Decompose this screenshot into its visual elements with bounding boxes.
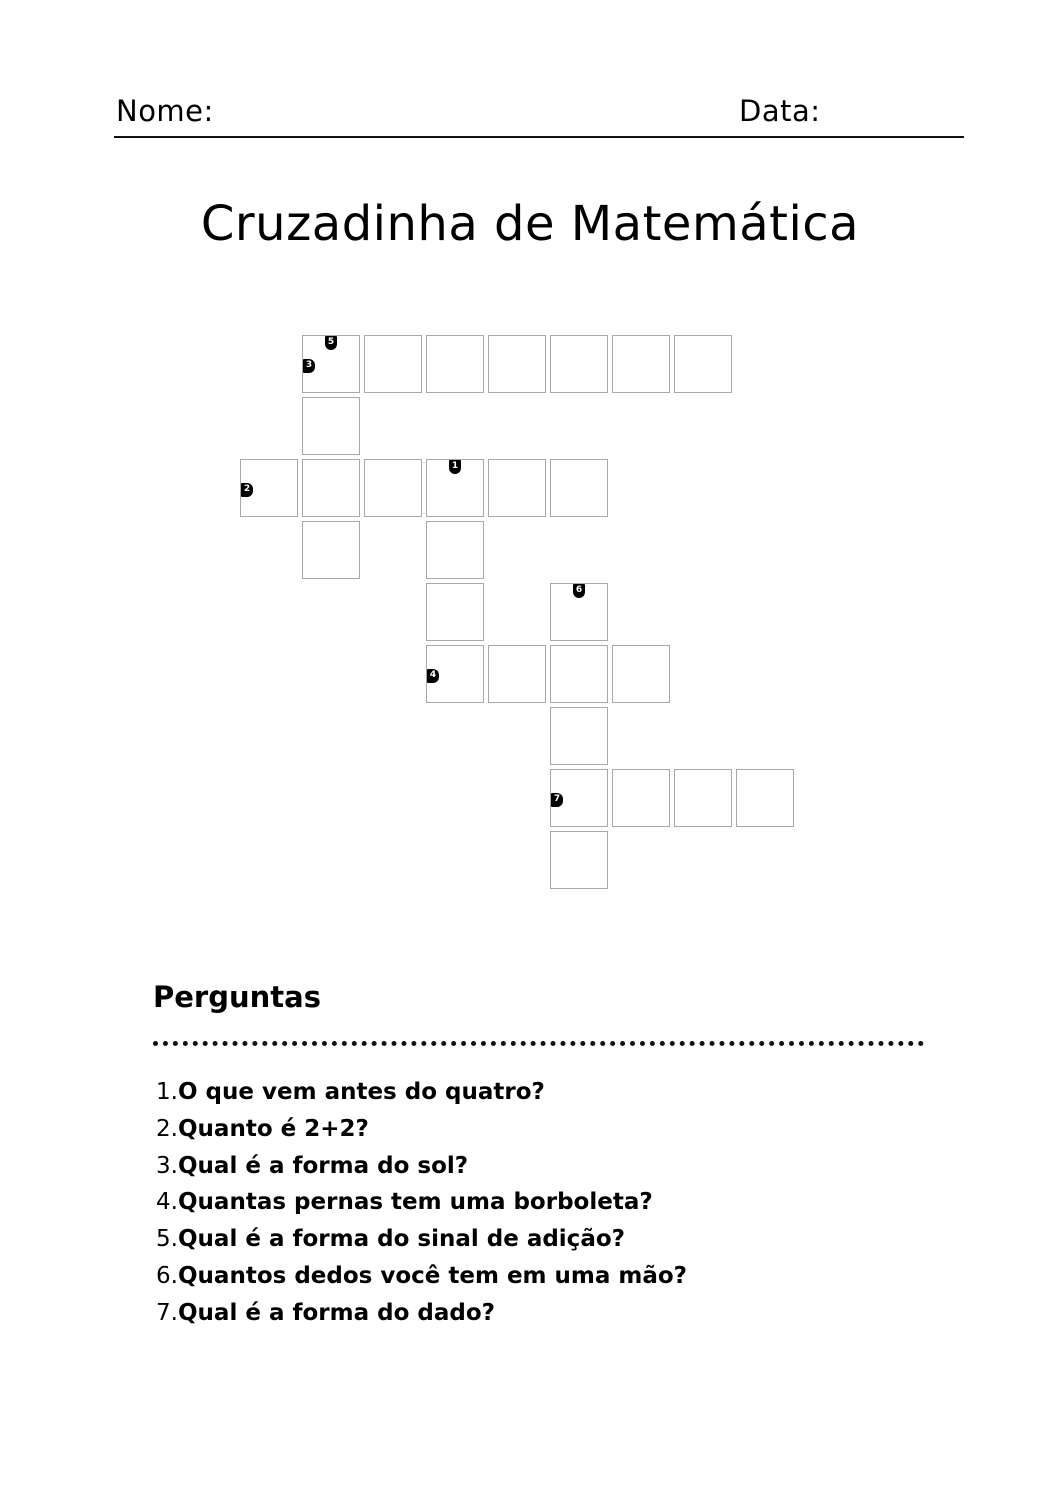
question-number: 3. — [156, 1152, 178, 1179]
crossword-cell[interactable] — [674, 769, 732, 827]
dotted-divider — [153, 1041, 924, 1046]
question-text: Quanto é 2+2? — [178, 1115, 369, 1142]
crossword-cell[interactable] — [426, 335, 484, 393]
crossword-cell[interactable] — [364, 335, 422, 393]
crossword-cell[interactable] — [302, 521, 360, 579]
question-number: 4. — [156, 1189, 178, 1216]
crossword-cell[interactable] — [302, 397, 360, 455]
crossword-cell[interactable] — [550, 707, 608, 765]
question-item — [153, 1221, 687, 1258]
question-text: Qual é a forma do sol? — [178, 1152, 469, 1179]
question-text: Qual é a forma do dado? — [178, 1299, 495, 1326]
crossword-cell[interactable] — [674, 335, 732, 393]
crossword-cell[interactable] — [550, 831, 608, 889]
question-item — [153, 1295, 687, 1332]
crossword-cell[interactable] — [426, 583, 484, 641]
crossword-cell[interactable] — [736, 769, 794, 827]
crossword-cell[interactable] — [612, 335, 670, 393]
questions-list — [153, 1074, 687, 1332]
crossword-cell[interactable] — [426, 521, 484, 579]
clue-number-1: 1 — [449, 460, 461, 474]
crossword-cell[interactable] — [612, 769, 670, 827]
question-item — [153, 1148, 687, 1185]
crossword-cell[interactable] — [612, 645, 670, 703]
question-item — [153, 1111, 687, 1148]
clue-number-7: 7 — [551, 793, 563, 807]
question-text: O que vem antes do quatro? — [178, 1079, 545, 1105]
crossword-cell[interactable] — [426, 459, 484, 517]
question-item — [153, 1074, 687, 1111]
question-number: 2. — [156, 1115, 178, 1142]
crossword-cell[interactable] — [488, 645, 546, 703]
crossword-cell[interactable] — [550, 335, 608, 393]
clue-number-2: 2 — [241, 483, 253, 497]
clue-number-6: 6 — [573, 584, 585, 598]
crossword-cell[interactable] — [364, 459, 422, 517]
clue-number-4: 4 — [427, 669, 439, 683]
page-title: Cruzadinha de Matemática — [200, 196, 860, 252]
crossword-cell[interactable] — [302, 335, 360, 393]
crossword-cell[interactable] — [550, 769, 608, 827]
question-text: Qual é a forma do sinal de adição? — [178, 1226, 625, 1253]
crossword-cell[interactable] — [488, 335, 546, 393]
question-text: Quantas pernas tem uma borboleta? — [178, 1189, 653, 1216]
questions-title: Perguntas — [153, 980, 321, 1014]
crossword-cell[interactable] — [550, 459, 608, 517]
crossword-cell[interactable] — [426, 645, 484, 703]
crossword-cell[interactable] — [550, 645, 608, 703]
name-label: Nome: — [116, 94, 214, 128]
crossword-cell[interactable] — [488, 459, 546, 517]
crossword-cell[interactable] — [240, 459, 298, 517]
question-item — [153, 1184, 687, 1221]
clue-number-5: 5 — [325, 336, 337, 350]
clue-number-3: 3 — [303, 359, 315, 373]
name-date-line[interactable] — [114, 136, 964, 138]
question-number: 5. — [156, 1226, 178, 1253]
question-number: 7. — [156, 1299, 178, 1326]
question-item — [153, 1258, 687, 1295]
question-number: 1. — [156, 1079, 178, 1105]
date-label: Data: — [739, 94, 821, 128]
question-text: Quantos dedos você tem em uma mão? — [178, 1262, 688, 1289]
crossword-cell[interactable] — [302, 459, 360, 517]
crossword-cell[interactable] — [550, 583, 608, 641]
question-number: 6. — [156, 1262, 178, 1289]
